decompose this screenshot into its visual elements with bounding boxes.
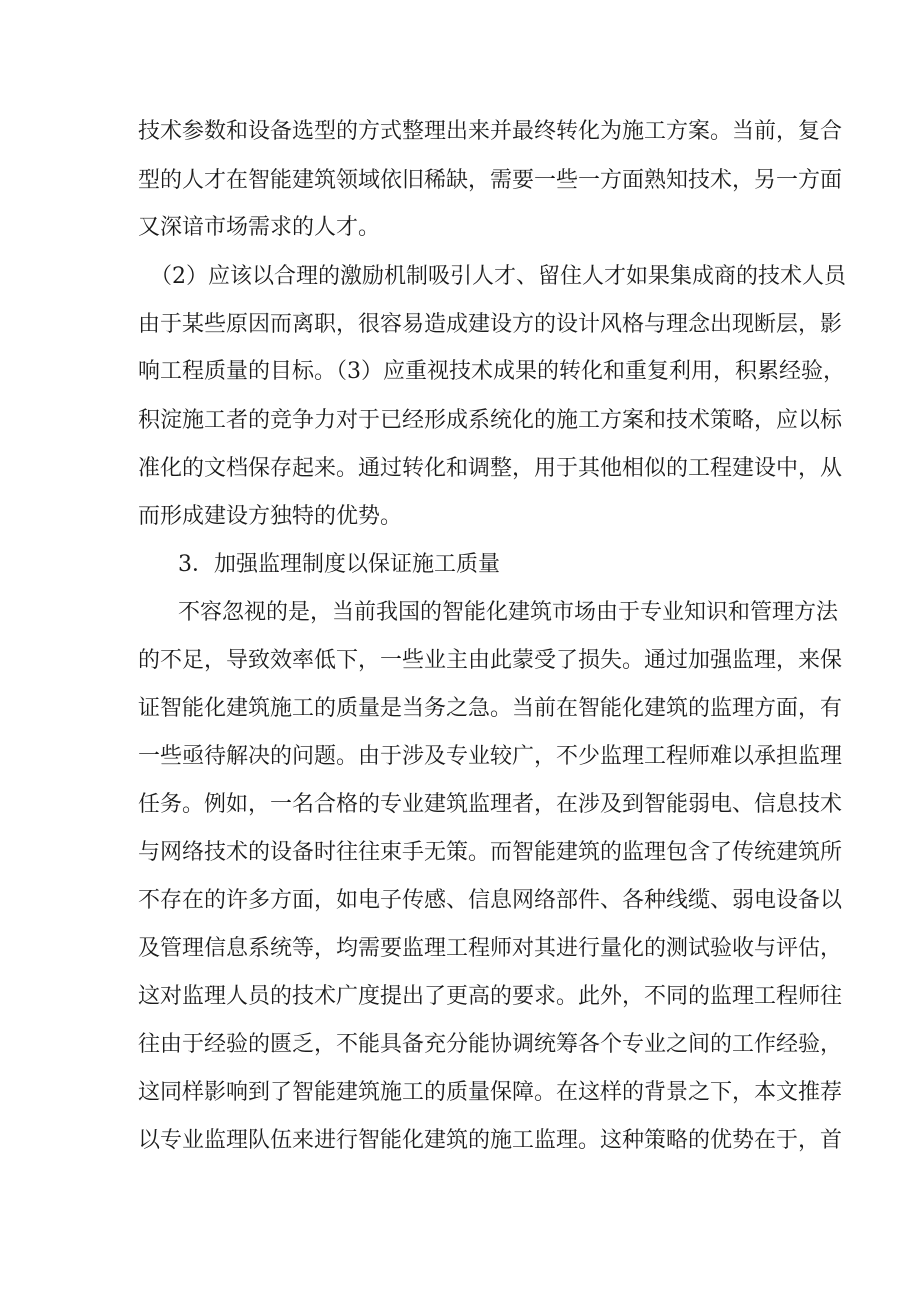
paragraph-1-line-1: 技术参数和设备选型的方式整理出来并最终转化为施工方案。当前，复合 — [138, 119, 843, 144]
paragraph-3-line-4: 一些亟待解决的问题。由于涉及专业较广，不少监理工程师难以承担监理 — [138, 744, 843, 769]
paragraph-2-line-1: （2）应该以合理的激励机制吸引人才、留住人才如果集成商的技术人员 — [150, 264, 846, 289]
paragraph-3-line-8: 及管理信息系统等，均需要监理工程师对其进行量化的测试验收与评估， — [138, 936, 843, 961]
paragraph-2-line-2: 由于某些原因而离职，很容易造成建设方的设计风格与理念出现断层，影 — [138, 312, 843, 337]
paragraph-3-line-10: 往由于经验的匮乏，不能具备充分能协调统筹各个专业之间的工作经验， — [138, 1032, 843, 1057]
paragraph-1-line-2: 型的人才在智能建筑领域依旧稀缺，需要一些一方面熟知技术，另一方面 — [138, 168, 843, 193]
paragraph-2-line-4: 积淀施工者的竞争力对于已经形成系统化的施工方案和技术策略，应以标 — [138, 408, 843, 433]
paragraph-3-line-5: 任务。例如，一名合格的专业建筑监理者，在涉及到智能弱电、信息技术 — [138, 792, 843, 817]
paragraph-3-line-3: 证智能化建筑施工的质量是当务之急。当前在智能化建筑的监理方面，有 — [138, 696, 843, 721]
paragraph-2-line-3: 响工程质量的目标。（3）应重视技术成果的转化和重复利用，积累经验， — [138, 359, 845, 384]
section-heading: 3．加强监理制度以保证施工质量 — [178, 552, 500, 577]
paragraph-3-line-9: 这对监理人员的技术广度提出了更高的要求。此外，不同的监理工程师往 — [138, 984, 843, 1009]
paragraph-3-line-6: 与网络技术的设备时往往束手无策。而智能建筑的监理包含了传统建筑所 — [138, 840, 843, 865]
paragraph-3-line-12: 以专业监理队伍来进行智能化建筑的施工监理。这种策略的优势在于，首 — [138, 1128, 843, 1153]
paragraph-1-line-3: 又深谙市场需求的人才。 — [138, 215, 381, 240]
paragraph-3-line-1: 不容忽视的是，当前我国的智能化建筑市场由于专业知识和管理方法 — [178, 600, 839, 625]
paragraph-3-line-2: 的不足，导致效率低下，一些业主由此蒙受了损失。通过加强监理，来保 — [138, 648, 843, 673]
paragraph-2-line-6: 而形成建设方独特的优势。 — [138, 504, 403, 529]
paragraph-3-line-7: 不存在的许多方面，如电子传感、信息网络部件、各种线缆、弱电设备以 — [138, 888, 843, 913]
paragraph-2-line-5: 准化的文档保存起来。通过转化和调整，用于其他相似的工程建设中，从 — [138, 456, 843, 481]
paragraph-3-line-11: 这同样影响到了智能建筑施工的质量保障。在这样的背景之下，本文推荐 — [138, 1080, 843, 1105]
